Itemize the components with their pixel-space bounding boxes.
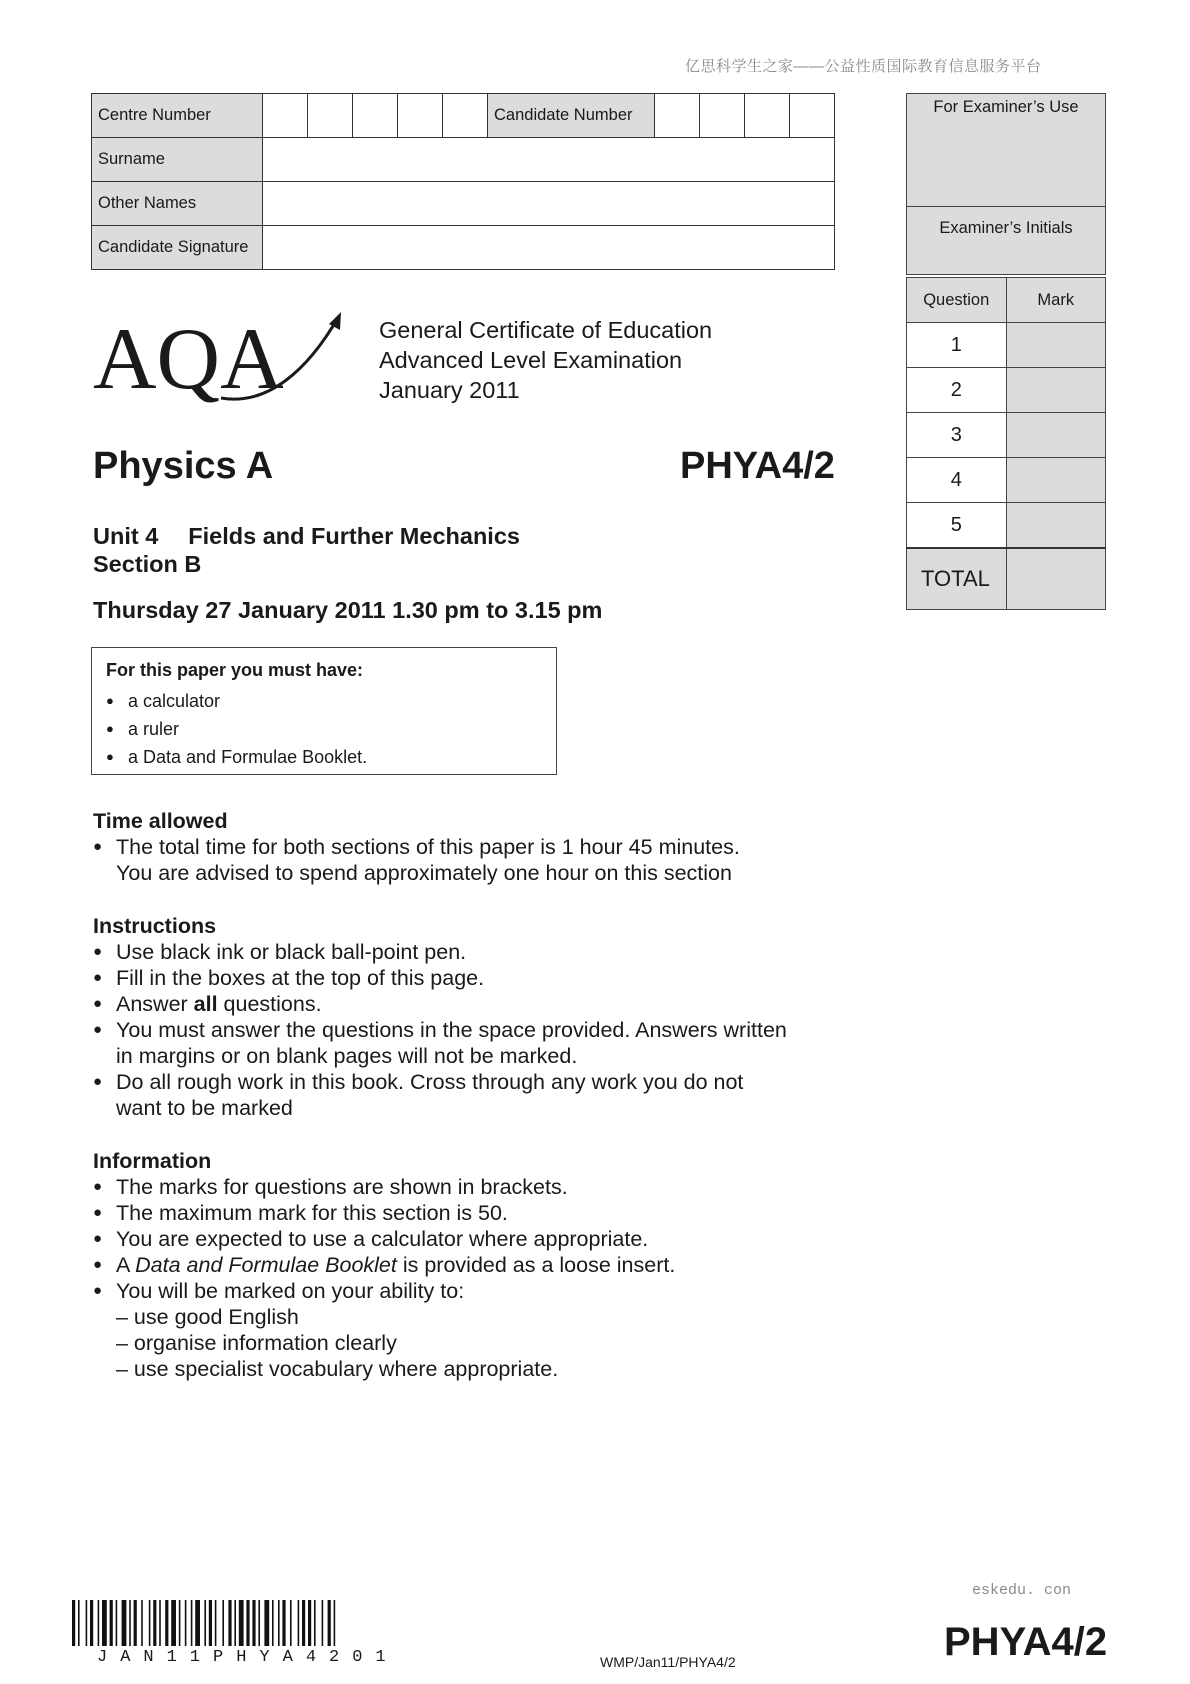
section-label: Section B — [93, 551, 202, 577]
mark-column-header: Mark — [1006, 278, 1106, 323]
total-label: TOTAL — [907, 548, 1007, 610]
aqa-logo — [93, 310, 353, 415]
question-number: 4 — [907, 458, 1007, 503]
candidate-details-table — [91, 93, 835, 270]
mark-cell[interactable] — [1006, 503, 1106, 549]
mark-cell[interactable] — [1006, 458, 1106, 503]
time-allowed-heading: Time allowed — [93, 809, 228, 833]
list-item: ● Do all rough work in this book. Cross through any work you do not want to be marked — [93, 1069, 787, 1121]
qualification-line: General Certificate of Education — [379, 317, 713, 343]
question-number: 5 — [907, 503, 1007, 549]
reference-code: WMP/Jan11/PHYA4/2 — [600, 1654, 736, 1670]
other-names-field[interactable] — [263, 182, 835, 226]
question-number: 3 — [907, 413, 1007, 458]
examiners-use-heading: For Examiner’s Use — [906, 93, 1106, 207]
centre-number-box[interactable] — [443, 94, 488, 138]
unit-title: Fields and Further Mechanics — [188, 523, 520, 549]
candidate-number-box[interactable] — [655, 94, 700, 138]
information-section — [93, 1148, 675, 1382]
surname-label: Surname — [92, 138, 263, 182]
list-item — [93, 834, 740, 886]
watermark-top: 亿思科学生之家——公益性质国际教育信息服务平台 — [685, 58, 1042, 75]
paper-code-bottom: PHYA4/2 — [944, 1620, 1108, 1664]
surname-field[interactable] — [263, 138, 835, 182]
list-item: ● Use black ink or black ball-point pen. — [93, 939, 787, 965]
list-item: ● Answer all questions. — [93, 991, 787, 1017]
candidate-number-box[interactable] — [700, 94, 745, 138]
list-item: ● a ruler — [106, 715, 542, 743]
time-allowed-line: ● The total time for both sections of this paper is 1 hour 45 minutes. — [116, 835, 740, 859]
list-item: ● a calculator — [106, 687, 542, 715]
barcode-icon — [72, 1600, 422, 1646]
candidate-number-box[interactable] — [745, 94, 790, 138]
centre-number-label: Centre Number — [92, 94, 263, 138]
marks-table — [906, 277, 1106, 610]
subject-title: Physics A — [93, 445, 274, 487]
candidate-number-box[interactable] — [790, 94, 835, 138]
instructions-section — [93, 913, 787, 1121]
aqa-logo-icon — [93, 310, 353, 410]
centre-number-box[interactable] — [308, 94, 353, 138]
must-have-heading: For this paper you must have: — [106, 660, 364, 680]
qualification-block — [379, 315, 712, 405]
time-allowed-section — [93, 808, 740, 886]
mark-cell[interactable] — [1006, 323, 1106, 368]
centre-number-box[interactable] — [353, 94, 398, 138]
candidate-signature-field[interactable] — [263, 226, 835, 270]
mark-cell[interactable] — [1006, 368, 1106, 413]
candidate-signature-label: Candidate Signature — [92, 226, 263, 270]
sub-list-item: – use specialist vocabulary where appropriate. — [116, 1357, 559, 1381]
instructions-heading: Instructions — [93, 914, 217, 938]
list-item: ● The marks for questions are shown in brackets. — [93, 1174, 675, 1200]
qualification-line: January 2011 — [379, 377, 520, 403]
centre-number-box[interactable] — [398, 94, 443, 138]
list-item: ● You are expected to use a calculator where appropriate. — [93, 1226, 675, 1252]
barcode-text: JAN11PHYA4201 — [97, 1648, 399, 1667]
watermark-bottom: eskedu. con — [972, 1582, 1072, 1599]
centre-number-box[interactable] — [263, 94, 308, 138]
list-item: ● A Data and Formulae Booklet is provided as a loose insert. — [93, 1252, 675, 1278]
qualification-line: Advanced Level Examination — [379, 347, 683, 373]
sub-list-item: – use good English — [116, 1305, 299, 1329]
question-number: 1 — [907, 323, 1007, 368]
unit-number: Unit 4 — [93, 523, 159, 549]
list-item: ● The maximum mark for this section is 50. — [93, 1200, 675, 1226]
question-column-header: Question — [907, 278, 1007, 323]
examiner-box — [906, 93, 1106, 610]
time-allowed-line: You are advised to spend approximately one hour on this section — [116, 861, 732, 885]
list-item: ● You must answer the questions in the space provided. Answers written in margins or on blank pages will not be marked. — [93, 1017, 787, 1069]
sub-list-item: – organise information clearly — [116, 1331, 397, 1355]
aqa-logo-text: AQA — [93, 311, 284, 408]
candidate-number-label: Candidate Number — [488, 94, 655, 138]
total-mark-cell[interactable] — [1006, 548, 1106, 610]
paper-code: PHYA4/2 — [680, 445, 835, 487]
booklet-title: Data and Formulae Booklet — [135, 1253, 397, 1277]
must-have-box — [91, 647, 557, 775]
list-item: ● Fill in the boxes at the top of this page. — [93, 965, 787, 991]
list-item: ● You will be marked on your ability to: — [93, 1278, 675, 1304]
examiners-initials-heading: Examiner’s Initials — [906, 207, 1106, 275]
information-heading: Information — [93, 1149, 212, 1173]
question-number: 2 — [907, 368, 1007, 413]
mark-cell[interactable] — [1006, 413, 1106, 458]
unit-block — [93, 522, 520, 578]
exam-date: Thursday 27 January 2011 1.30 pm to 3.15 pm — [93, 597, 603, 623]
other-names-label: Other Names — [92, 182, 263, 226]
list-item: ● a Data and Formulae Booklet. — [106, 743, 542, 771]
emphasis-all: all — [193, 992, 218, 1016]
